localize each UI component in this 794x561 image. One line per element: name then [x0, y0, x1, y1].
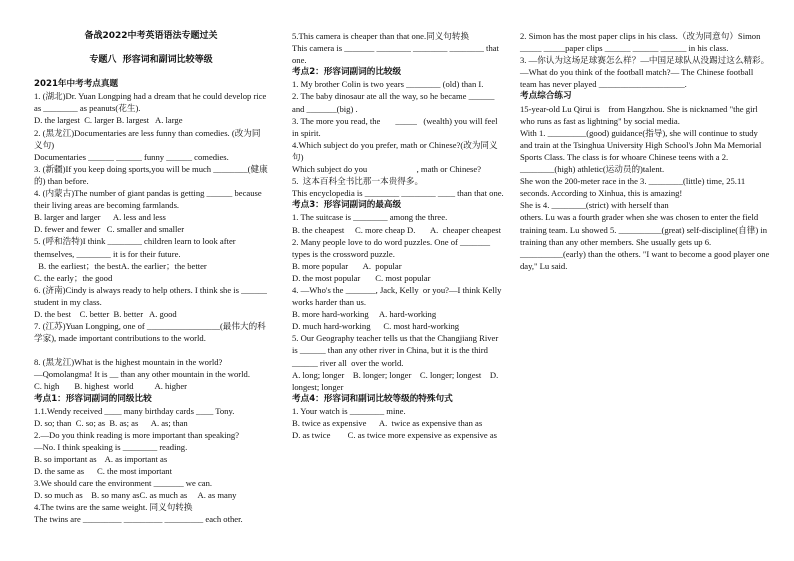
spacer: [34, 42, 268, 54]
section-heading: 考点3：形容词副词的最高级: [292, 200, 402, 211]
text-line: She won the 200-meter race in the 3. ________(little) time, 25.11 seconds. According to Xinhua, this is amazing!: [520, 176, 748, 199]
text-line: 4.The twins are the same weight. 同义句转换: [34, 502, 193, 513]
text-line: 6. (济南)Cindy is always ready to help others. I think she is ______ student in my class.: [34, 284, 270, 307]
text-line: D. much hard-working C. most hard-working: [292, 321, 460, 332]
text-line: Documentaries ______ ______ funny ______ comedies.: [34, 151, 229, 162]
text-line: This camera is _______ ________ ________ ________ that one.: [292, 43, 502, 66]
section-heading: 专题八 形容词和副词比较等级: [89, 55, 213, 66]
text-line: D. so much as B. so many asC. as much as A. as many: [34, 490, 237, 501]
text-line: 7. (江苏)Yuan Longping, one of _________________(最伟大的科学家), made important contributions to the world.: [34, 321, 266, 344]
column-right: [520, 30, 772, 272]
text-line: B. twice as expensive A. twice as expensive than as: [292, 418, 483, 428]
text-line: 1. Your watch is ________ mine.: [292, 405, 406, 416]
text-line: 2. (黑龙江)Documentaries are less funny than comedies. (改为同义句): [34, 127, 261, 150]
section-heading: 考点4：形容词和副词比较等级的特殊句式: [292, 393, 453, 404]
text-line: 2. The baby dinosaur ate all the way, so he became ______ and _______(big) .: [292, 91, 497, 114]
spacer: [34, 66, 268, 78]
text-line: 8. (黑龙江)What is the highest mountain in the world?: [34, 357, 223, 368]
text-line: 4. —Who's the _______, Jack, Kelly or you?—I think Kelly works harder than us.: [292, 284, 506, 308]
text-line: —Qomolangma! It is __ than any other mountain in the world.: [34, 369, 250, 380]
text-line: 2. Simon has the most paper clips in his class.（改为同意句）Simon _____ _____paper clips ______ ______ ______ in his class.: [520, 31, 763, 54]
text-line: D. as twice C. as twice more expensive as expensive as: [292, 430, 497, 441]
text-line: A. long; longer B. longer; longer C. longer; longest D. longest; longer: [292, 369, 501, 392]
text-line: 2. Many people love to do word puzzles. One of _______ types is the crossword puzzle.: [292, 236, 493, 259]
text-line: B. more popular A. popular: [292, 260, 402, 271]
text-line: others. Lu was a fourth grader when she was chosen to enter the field training team. Lu showed 5. __________(great) self-discipline(自律) in training than any other members. She usually gets up 6. __________(early) than the others. "I want to become a good player one day," Lu said.: [520, 212, 772, 271]
text-line: —What do you think of the football match?— The Chinese football team has never played ____________________.: [520, 67, 756, 90]
text-line: D. the best C. better B. better A. good: [34, 308, 177, 319]
text-line: D. fewer and fewer C. smaller and smaller: [34, 224, 185, 235]
text-line: Which subject do you , math or Chinese?: [292, 164, 482, 175]
section-heading: 备战2022中考英语语法专题过关: [84, 31, 218, 41]
text-line: 3. The more you read, the _____ (wealth) you will feel in spirit.: [292, 115, 500, 138]
text-line: 5. (呼和浩特)I think ________ children learn to look after themselves, ________ it is for their future.: [34, 236, 238, 259]
section-heading: 考点2：形容词副词的比较级: [292, 67, 402, 78]
text-line: —No. I think speaking is ________ reading.: [34, 441, 188, 452]
column-middle: [292, 30, 504, 441]
section-heading: 考点综合练习: [520, 91, 572, 102]
text-line: C. high B. highest world A. higher: [34, 381, 188, 392]
text-line: The twins are _________ _________ _________ each other.: [34, 514, 243, 525]
text-line: 1. My brother Colin is two years ________ (old) than I.: [292, 79, 484, 90]
text-line: D. the largest C. larger B. largest A. large: [34, 115, 183, 126]
text-line: 5. Our Geography teacher tells us that the Changjiang River is ______ than any other river in China, but it is the third ______ river all over the world.: [292, 333, 501, 368]
section-heading: 考点1：形容词副词的同级比较: [34, 393, 152, 404]
text-line: 3.We should care the environment _______ we can.: [34, 478, 213, 489]
text-line: B. so important as A. as important as: [34, 454, 168, 464]
text-line: 1.1.Wendy received ____ many birthday cards ____ Tony.: [34, 405, 235, 416]
text-line: This encyclopedia is ________ ________ ____ than that one.: [292, 188, 504, 199]
text-line: B. the cheapest C. more cheap D. A. cheaper cheapest: [292, 224, 502, 235]
section-heading: 2021年中考考点真题: [34, 79, 119, 90]
text-line: She is 4. ________(strict) with herself than: [520, 200, 669, 211]
text-line: 3. (新疆)If you keep doing sports,you will be much ________(健康的) than before.: [34, 163, 268, 186]
text-line: 2.—Do you think reading is more important than speaking?: [34, 429, 240, 440]
text-line: B. more hard-working A. hard-working: [292, 309, 437, 320]
text-line: 1. (湖北)Dr. Yuan Longping had a dream that he could develop rice as ________ as peanuts(花生).: [34, 91, 269, 114]
text-line: B. the earliest；the bestA. the earlier；the better: [34, 260, 207, 271]
text-line: 5.This camera is cheaper than that one.同义句转换: [292, 31, 470, 41]
column-left: [34, 30, 268, 526]
text-line: 4.Which subject do you prefer, math or Chinese?(改为同义句): [292, 139, 498, 162]
text-line: D. the same as C. the most important: [34, 466, 172, 477]
text-line: 1. The suitcase is ________ among the three.: [292, 212, 448, 223]
text-line: C. the early；the good: [34, 272, 113, 283]
text-line: D. the most popular C. most popular: [292, 272, 431, 283]
text-line: B. larger and larger A. less and less: [34, 212, 166, 223]
text-line: 15-year-old Lu Qirui is from Hangzhou. She is nicknamed "the girl who runs as fast as lightning" by social media.: [520, 103, 760, 126]
text-line: With 1. _________(good) guidance(指导), she will continue to study and train at the Tsinghua University High School's John Ma Memorial Sports Class. The class is for whoare Chinese teens with a 2. ________(high) athletic(运动员的)talent.: [520, 127, 764, 175]
text-line: D. so; than C. so; as B. as; as A. as; than: [34, 417, 188, 428]
text-line: 5. 这本百科全书比那一本贵得多。: [292, 176, 424, 187]
spacer: [34, 344, 268, 356]
text-line: 4. (内蒙古)The number of giant pandas is getting ______ because their living areas are becoming farmlands.: [34, 188, 264, 211]
text-line: 3. —你认为这场足球赛怎么样？—中国足球队从没踢过这么精彩。: [520, 55, 770, 66]
